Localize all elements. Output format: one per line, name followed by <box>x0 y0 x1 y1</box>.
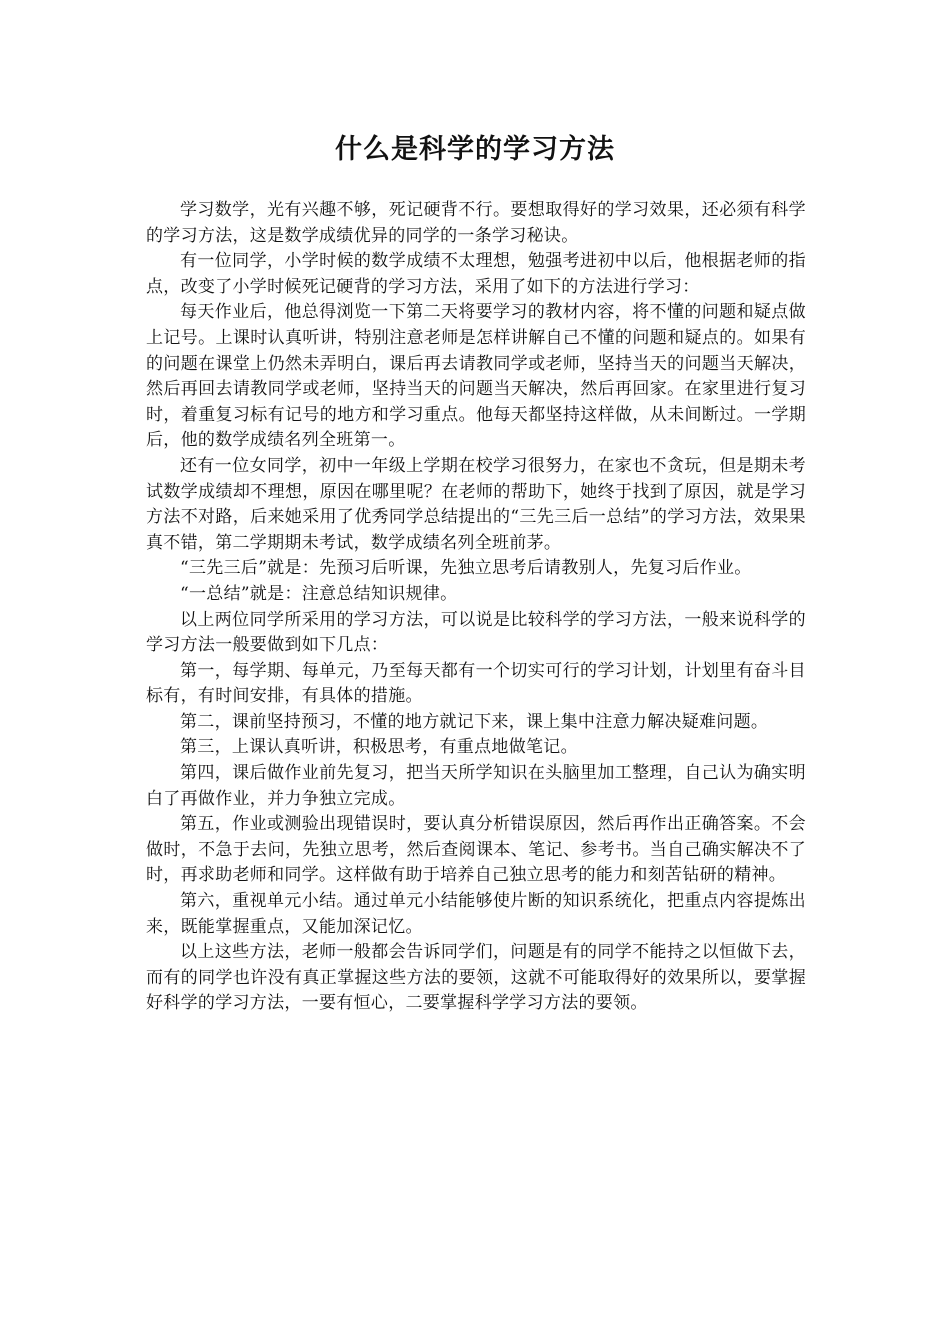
paragraph-one-summary: “一总结”就是：注意总结知识规律。 <box>180 583 458 604</box>
paragraph-point-4: 第四，课后做作业前先复习，把当天所学知识在头脑里加工整理，自己认为确实明白了再做作业，并力争独立完成。 <box>146 763 806 809</box>
paragraph-point-2: 第二，课前坚持预习，不懂的地方就记下来，课上集中注意力解决疑难问题。 <box>180 711 769 732</box>
paragraph-scientific-methods: 以上两位同学所采用的学习方法，可以说是比较科学的学习方法，一般来说科学的学习方法一般要做到如下几点： <box>146 609 806 656</box>
paragraph-point-6: 第六，重视单元小结。通过单元小结能够使片断的知识系统化，把重点内容提炼出来，既能掌握重点，又能加深记忆。 <box>146 891 806 937</box>
document-title: 什么是科学的学习方法 <box>335 134 615 165</box>
paragraph-daily-method: 每天作业后，他总得浏览一下第二天将要学习的教材内容，将不懂的问题和疑点做上记号。上课时认真听讲，特别注意老师是怎样讲解自己不懂的问题和疑点的。如果有的问题在课堂上仍然未弄明白，课后再去请教同学或老师，坚持当天的问题当天解决，然后再回去请教同学或老师，坚持当天的问题当天解决，然后再回家。在家里进行复习时，着重复习标有记号的地方和学习重点。他每天都坚持这样做，从未间断过。一学期后，他的数学成绩名列全班第一。 <box>146 302 806 451</box>
paragraph-three-first-three-after: “三先三后”就是：先预习后听课，先独立思考后请教别人，先复习后作业。 <box>180 558 752 579</box>
paragraph-second-student: 还有一位女同学，初中一年级上学期在校学习很努力，在家也不贪玩，但是期未考试数学成绩却不理想，原因在哪里呢？在老师的帮助下，她终于找到了原因，就是学习方法不对路，后来她采用了优秀同学总结提出的“三先三后一总结”的学习方法，效果果真不错，第二学期期未考试，数学成绩名列全班前茅。 <box>146 455 806 553</box>
paragraph-conclusion: 以上这些方法，老师一般都会告诉同学们，问题是有的同学不能持之以恒做下去，而有的同学也许没有真正掌握这些方法的要领，这就不可能取得好的效果所以，要掌握好科学的学习方法，一要有恒心，二要掌握科学学习方法的要领。 <box>146 942 806 1014</box>
paragraph-first-student: 有一位同学，小学时候的数学成绩不太理想，勉强考进初中以后，他根据老师的指点，改变了小学时候死记硬背的学习方法，采用了如下的方法进行学习： <box>146 251 806 297</box>
paragraph-point-1: 第一，每学期、每单元，乃至每天都有一个切实可行的学习计划，计划里有奋斗目标有，有时间安排，有具体的措施。 <box>146 660 806 707</box>
paragraph-intro: 学习数学，光有兴趣不够，死记硬背不行。要想取得好的学习效果，还必须有科学的学习方法，这是数学成绩优异的同学的一条学习秘诀。 <box>146 200 806 246</box>
paragraph-point-3: 第三，上课认真听讲，积极思考，有重点地做笔记。 <box>180 737 578 758</box>
paragraph-point-5: 第五，作业或测验出现错误时，要认真分析错误原因，然后再作出正确答案。不会做时，不急于去问，先独立思考，然后查阅课本、笔记、参考书。当自己确实解决不了时，再求助老师和同学。这样做有助于培养自己独立思考的能力和刻苦钻研的精神。 <box>146 814 806 886</box>
document-body <box>146 198 806 1017</box>
